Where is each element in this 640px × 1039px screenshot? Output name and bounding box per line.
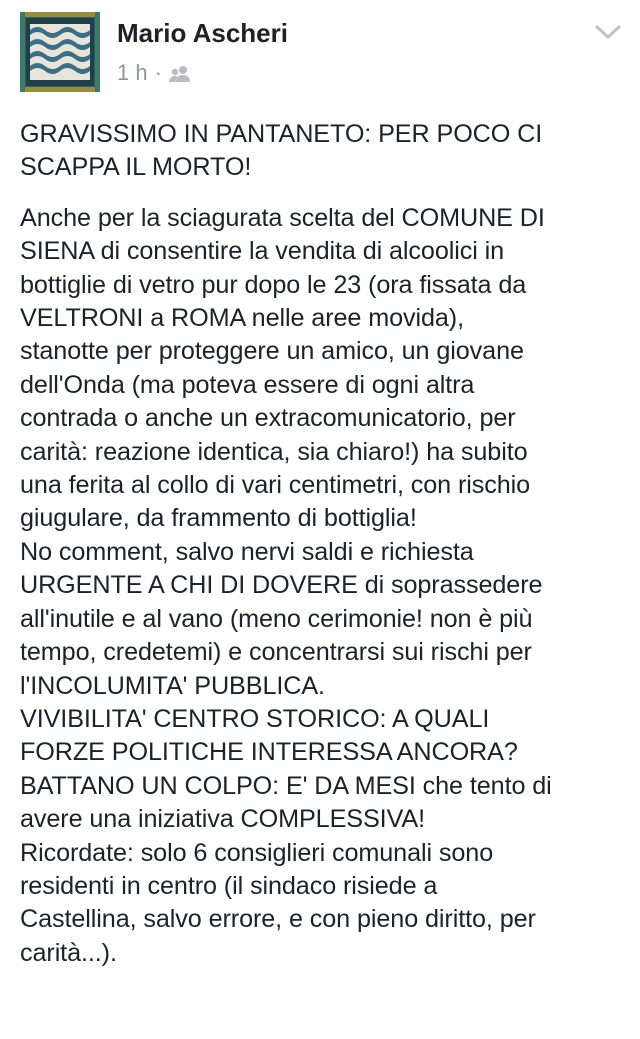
author-name[interactable]: Mario Ascheri	[117, 18, 288, 48]
post-body	[20, 118, 625, 970]
avatar[interactable]	[20, 12, 100, 92]
friends-icon[interactable]	[168, 65, 192, 83]
chevron-down-icon[interactable]	[594, 22, 622, 42]
post-header	[0, 0, 640, 100]
post-headline: GRAVISSIMO IN PANTANETO: PER POCO CI SCAPPA IL MORTO!	[20, 120, 543, 182]
avatar-image	[20, 12, 100, 92]
post-text: Anche per la sciagurata scelta del COMUNE DI SIENA di consentire la vendita di alcoolici in bottiglie di vetro pur dopo le 23 (ora fissata da VELTRONI a ROMA nelle aree movida), stanotte per proteggere un amico, un giovane dell'Onda (ma poteva essere di ogni altra contrada o anche un extracomunicatorio, per carità: reazione identica, sia chiaro!) ha subito una ferita al collo di vari centimetri, con rischio giugulare, da frammento di bottiglia! No comment, salvo nervi saldi e richiesta URGENTE A CHI DI DOVERE di soprassedere all'inutile e al vano (meno cerimonie! non è più tempo, credetemi) e concentrarsi sui rischi per l'INCOLUMITA' PUBBLICA. VIVIBILITA' CENTRO STORICO: A QUALI FORZE POLITICHE INTERESSA ANCORA? BATTANO UN COLPO: E' DA MESI che tento di avere una iniziativa COMPLESSIVA! Ricordate: solo 6 consiglieri comunali sono residenti in centro (il sindaco risiede a Castellina, salvo errore, e con pieno diritto, per carità...).	[20, 203, 552, 967]
post-meta	[117, 58, 192, 88]
meta-separator: ·	[154, 60, 162, 85]
post-timestamp[interactable]: 1 h	[117, 60, 148, 85]
